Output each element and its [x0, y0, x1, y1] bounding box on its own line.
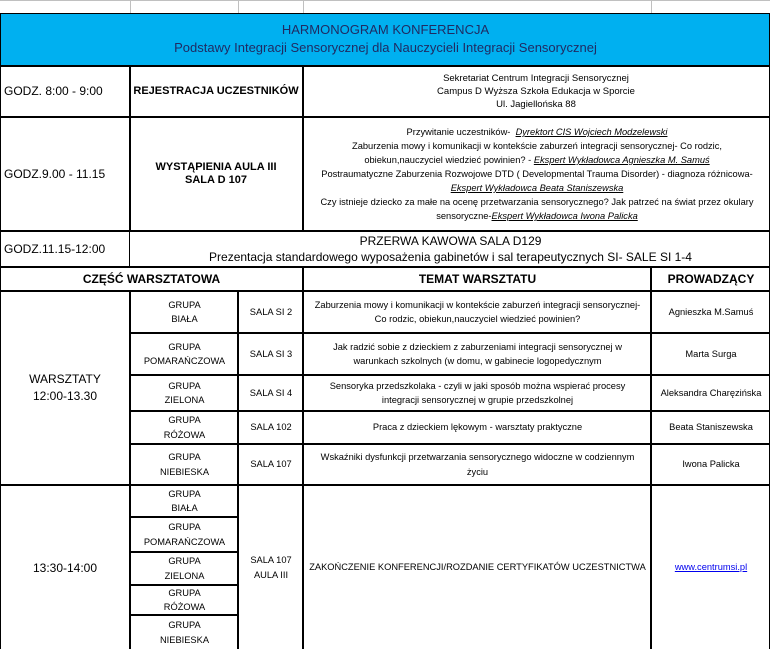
workshop-group — [131, 376, 238, 410]
column-header-topic — [304, 268, 651, 290]
border — [129, 232, 130, 266]
talks-program — [304, 118, 770, 230]
talk-text: obiekun,nauczyciel wiedzieć powinien? - — [364, 155, 532, 165]
conference-subtitle: Podstawy Integracji Sensorycznej dla Nauczycieli Integracji Sensorycznej — [174, 40, 597, 55]
border — [0, 65, 770, 67]
group-line: GRUPA — [168, 620, 201, 630]
break-time-text: GODZ.11.15-12:00 — [4, 242, 106, 256]
group-line: NIEBIESKA — [159, 634, 210, 645]
workshop-group — [131, 334, 238, 374]
talk-line — [364, 153, 709, 167]
welcome-speaker: Dyrektort CIS Wojciech Modzelewski — [515, 127, 668, 137]
border — [130, 443, 770, 445]
group-line: GRUPA — [168, 488, 201, 499]
topic-line: integracji sensorycznej w grupie przedszkolnej — [381, 395, 574, 405]
talks-label-line: WYSTĄPIENIA AULA III — [155, 161, 277, 173]
workshop-group — [131, 445, 238, 484]
workshop-room — [239, 292, 303, 332]
workshops-label-line: WARSZTATY — [29, 372, 101, 386]
workshop-room — [239, 376, 303, 410]
talk-speaker: Ekspert Wykładowca Iwona Palicka — [491, 211, 638, 221]
room-line: AULA III — [253, 569, 289, 580]
border — [650, 266, 652, 649]
closing-text-value: ZAKOŃCZENIE KONFERENCJI/ROZDANIE CERTYFIKATÓW UCZESTNICTWA — [309, 562, 646, 573]
host-text: Beata Staniszewska — [669, 422, 753, 433]
border — [302, 266, 304, 649]
workshop-topic — [304, 445, 651, 484]
column-header-part — [0, 268, 303, 290]
group-line: NIEBIESKA — [159, 466, 210, 477]
gridline — [130, 0, 131, 13]
conference-header — [1, 13, 770, 65]
topic-line: Jak radzić sobie z dzieckiem z zaburzeniami integracji sensorycznej w — [333, 341, 622, 352]
group-line: RÓŻOWA — [163, 602, 206, 612]
workshop-host — [652, 334, 770, 374]
workshop-host — [652, 292, 770, 332]
workshop-topic — [304, 376, 651, 410]
closing-group — [131, 518, 238, 551]
border — [0, 13, 1, 649]
registration-time — [2, 67, 128, 115]
talks-time-text: GODZ.9.00 - 11.15 — [4, 167, 106, 181]
closing-time-text: 13:30-14:00 — [32, 560, 98, 575]
registration-place — [304, 67, 768, 115]
break-info — [131, 232, 770, 266]
border — [130, 614, 239, 616]
break-time — [2, 232, 128, 266]
room-text: SALA SI 3 — [249, 348, 293, 359]
column-header-host — [652, 268, 770, 290]
border — [0, 116, 770, 118]
gridline — [0, 0, 770, 1]
topic-line: Co rodzic, obiekun,nauczyciel wiedzieć powinien? — [374, 314, 581, 324]
border — [0, 290, 770, 292]
talk-speaker: Ekspert Wykładowca Agnieszka M. Samuś — [533, 155, 710, 165]
workshop-topic — [304, 334, 651, 374]
border — [0, 13, 770, 14]
topic-line: Sensoryka przedszkolaka - czyli w jaki sposób można wspierać procesy — [329, 380, 626, 391]
group-line: GRUPA — [168, 415, 201, 425]
topic-line: warunkach szkolnych (w domu, w gabinecie logopedycznym — [353, 356, 602, 366]
border — [130, 584, 239, 586]
workshops-label-line: 12:00-13.30 — [32, 389, 98, 403]
room-text: SALA SI 4 — [249, 387, 293, 398]
talks-label-line: SALA D 107 — [185, 174, 247, 186]
workshop-topic — [304, 412, 651, 443]
group-line: GRUPA — [168, 522, 201, 532]
topic-line: Praca z dzieckiem lękowym - warsztaty praktyczne — [372, 422, 583, 433]
closing-link-cell — [652, 486, 770, 649]
group-line: GRUPA — [168, 452, 201, 462]
topic-line: życiu — [466, 466, 489, 477]
room-line: SALA 107 — [250, 555, 292, 565]
talks-time — [2, 118, 128, 230]
group-line: GRUPA — [168, 587, 201, 598]
workshop-host — [652, 412, 770, 443]
closing-group — [131, 553, 238, 584]
topic-line: Zaburzenia mowy i komunikacji w kontekście zaburzeń integracji sensorycznej- — [314, 299, 641, 310]
welcome-prefix: Przywitanie uczestników- — [406, 127, 511, 137]
talk-line — [436, 209, 638, 223]
border — [237, 290, 239, 649]
group-line: BIAŁA — [171, 314, 198, 324]
room-text: SALA 107 — [250, 459, 292, 470]
workshop-room — [239, 412, 303, 443]
room-text: SALA SI 2 — [249, 306, 293, 317]
closing-room — [239, 486, 303, 649]
room-text: SALA 102 — [250, 422, 292, 433]
workshop-host — [652, 376, 770, 410]
workshop-topic — [304, 292, 651, 332]
talk-speaker: Ekspert Wykładowca Beata Staniszewska — [450, 183, 624, 193]
closing-group — [131, 486, 238, 516]
talk-line: Czy istnieje dziecko za małe na ocenę przetwarzania sensorycznego? Jak patrzeć na świat przez okulary — [320, 197, 754, 207]
talks-label — [131, 118, 301, 230]
border — [302, 65, 304, 232]
gridline — [651, 0, 652, 13]
workshop-group — [131, 412, 238, 443]
group-line: GRUPA — [168, 556, 201, 566]
group-line: GRUPA — [168, 380, 201, 391]
host-text: Aleksandra Charęzińska — [660, 387, 762, 398]
group-line: BIAŁA — [171, 503, 198, 513]
host-text: Marta Surga — [685, 348, 737, 359]
border — [0, 230, 770, 232]
group-line: GRUPA — [168, 299, 201, 310]
gridline — [303, 0, 304, 13]
group-line: ZIELONA — [164, 570, 205, 581]
group-line: ZIELONA — [164, 395, 205, 405]
registration-label-text: REJESTRACJA UCZESTNIKÓW — [133, 84, 299, 97]
topic-line: Wskaźniki dysfunkcji przetwarzania sensorycznego widoczne w codziennym — [320, 452, 635, 462]
registration-place-line: Campus D Wyższa Szkoła Edukacja w Sporcie — [437, 85, 635, 97]
column-header-text: PROWADZĄCY — [667, 272, 755, 286]
talk-line: Zaburzenia mowy i komunikacji w kontekście zaburzeń integracji sensorycznej- Co rodzic, — [352, 141, 722, 151]
border — [129, 65, 131, 232]
host-text: Agnieszka M.Samuś — [668, 306, 754, 317]
closing-time — [2, 486, 128, 649]
registration-place-line: Sekretariat Centrum Integracji Sensorycznej — [443, 72, 629, 84]
host-text: Iwona Palicka — [682, 459, 740, 470]
talk-text: sensoryczne- — [436, 211, 492, 221]
break-line: PRZERWA KAWOWA SALA D129 — [359, 234, 542, 248]
column-header-text: TEMAT WARSZTATU — [418, 272, 537, 286]
break-line: Prezentacja standardowego wyposażenia gabinetów i sal terapeutycznych SI- SALE SI 1-4 — [209, 250, 692, 264]
border — [130, 410, 770, 412]
gridline — [238, 0, 239, 13]
column-header-text: CZĘŚĆ WARSZTATOWA — [82, 272, 221, 286]
border — [130, 551, 239, 553]
talk-line: Postraumatyczne Zaburzenia Rozwojowe DTD ( Developmental Trauma Disorder) - diagnoza różnicowa- — [321, 169, 753, 179]
border — [129, 290, 131, 649]
group-line: POMARAŃCZOWA — [143, 536, 226, 547]
registration-label — [131, 67, 301, 115]
border — [130, 374, 770, 376]
group-line: POMARAŃCZOWA — [143, 356, 226, 366]
group-line: RÓŻOWA — [163, 429, 206, 440]
registration-place-line: Ul. Jagiellońska 88 — [496, 98, 576, 110]
border — [0, 266, 770, 268]
workshop-group — [131, 292, 238, 332]
workshop-room — [239, 445, 303, 484]
closing-group — [131, 586, 238, 614]
closing-text — [304, 486, 651, 649]
border — [0, 484, 770, 486]
border — [130, 332, 770, 334]
website-link[interactable]: www.centrumsi.pl — [674, 562, 748, 573]
registration-time-text: GODZ. 8:00 - 9:00 — [4, 84, 103, 98]
border — [130, 516, 239, 518]
workshop-host — [652, 445, 770, 484]
workshops-label — [2, 292, 128, 484]
closing-group — [131, 616, 238, 649]
talk-welcome — [407, 125, 668, 139]
workshop-room — [239, 334, 303, 374]
group-line: GRUPA — [168, 341, 201, 352]
conference-title: HARMONOGRAM KONFERENCJA — [281, 22, 490, 37]
